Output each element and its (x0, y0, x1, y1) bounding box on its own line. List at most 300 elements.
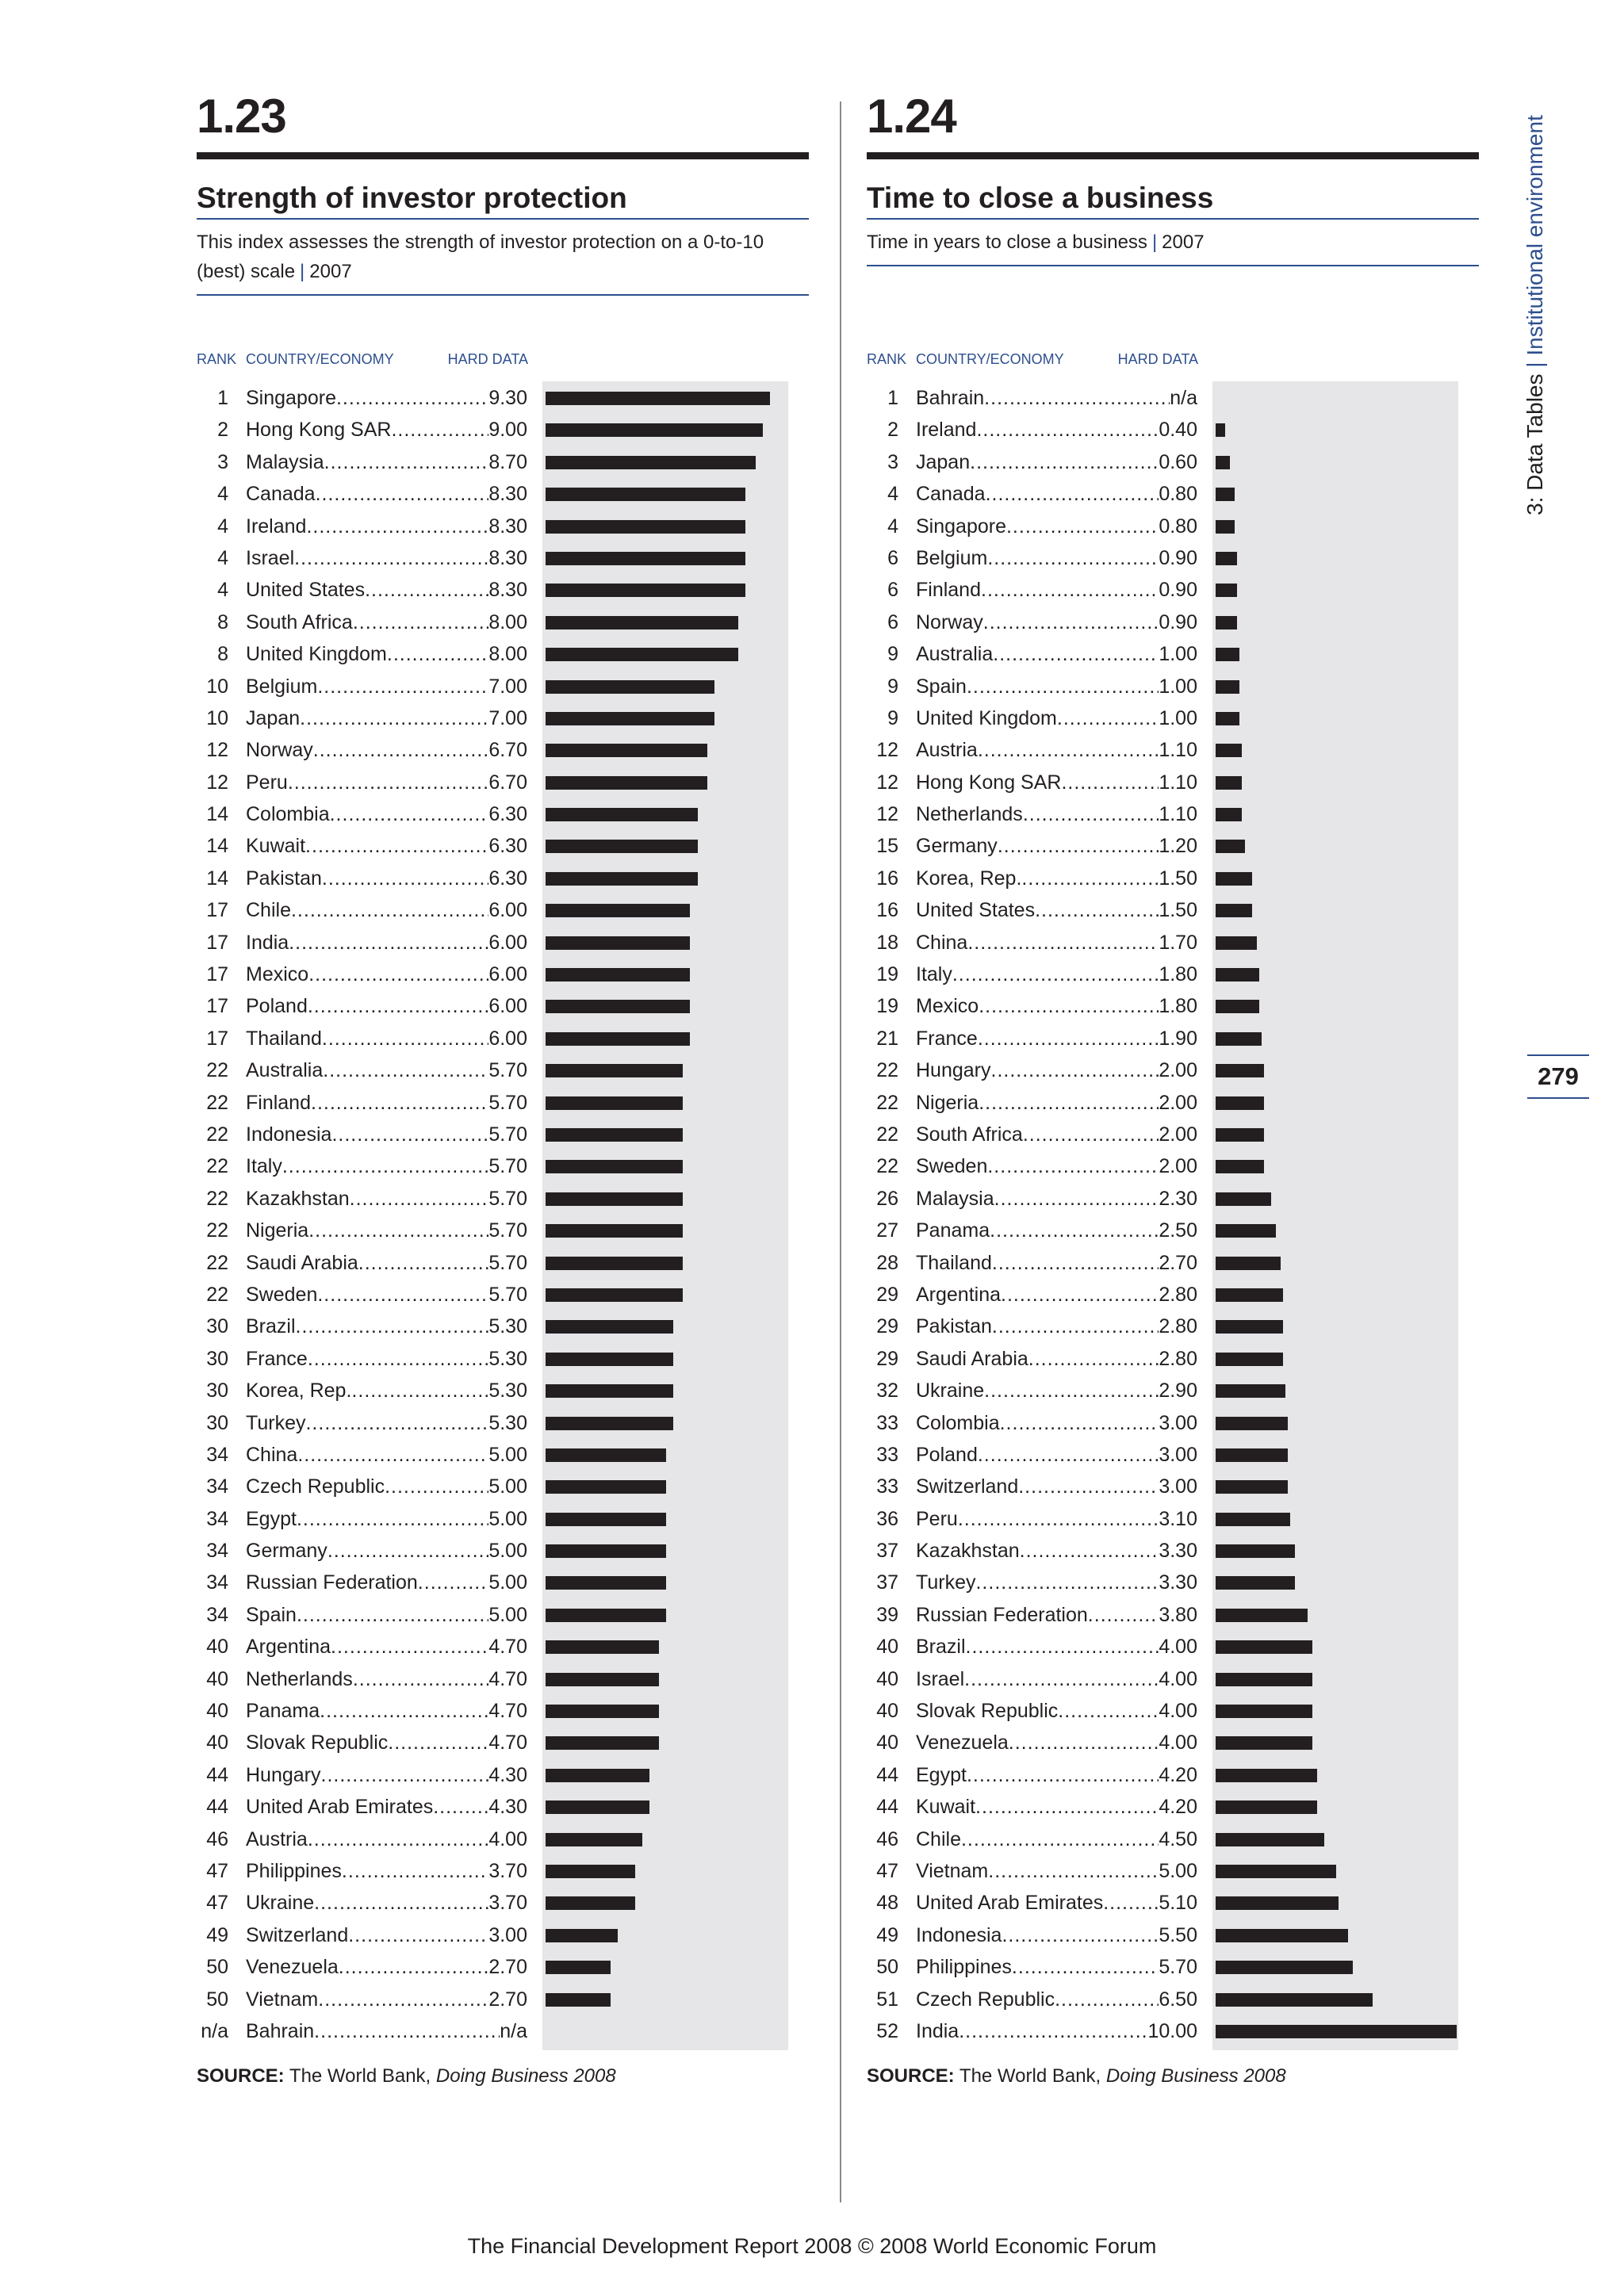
bar (1216, 1609, 1308, 1622)
bar (1216, 423, 1225, 437)
rank-cell: 17 (206, 1027, 228, 1050)
bar (1216, 1480, 1288, 1494)
table-row (867, 1823, 1479, 1854)
bar (1216, 1544, 1295, 1558)
value-label: 4.70 (488, 1667, 527, 1690)
country-name: Malaysia (916, 1187, 994, 1210)
country-cell (246, 483, 527, 506)
rank-cell: 29 (876, 1315, 898, 1338)
bar (546, 520, 745, 534)
country-name: Austria (916, 739, 978, 762)
bar (1216, 776, 1242, 790)
bar (546, 1160, 683, 1173)
table-row (867, 446, 1479, 477)
rank-cell: 48 (876, 1892, 898, 1915)
bar-chart (867, 381, 1479, 2046)
table-row (197, 1854, 809, 1886)
table-row (867, 670, 1479, 702)
table-row (867, 1246, 1479, 1278)
dot-leader (993, 643, 1159, 666)
country-name: Pakistan (246, 867, 322, 890)
value-label: 4.00 (1159, 1732, 1197, 1755)
table-row (197, 702, 809, 733)
rank-cell: 30 (206, 1347, 228, 1370)
bar (546, 1032, 690, 1046)
table-row (197, 1726, 809, 1758)
value-label: 5.30 (488, 1347, 527, 1370)
country-name: Thailand (916, 1251, 992, 1274)
table-row (197, 510, 809, 541)
rank-cell: 40 (876, 1732, 898, 1755)
country-cell (916, 1252, 1197, 1275)
description-rule-bottom (867, 265, 1479, 266)
table-row (867, 1950, 1479, 1982)
value-label: 1.50 (1159, 867, 1197, 890)
rank-cell: 22 (206, 1251, 228, 1274)
country-name: Saudi Arabia (246, 1251, 358, 1274)
country-name: United States (916, 899, 1036, 922)
country-name: China (246, 1443, 298, 1466)
dot-leader (1057, 707, 1159, 730)
bar (1216, 1000, 1259, 1013)
rank-cell: 22 (206, 1059, 228, 1082)
description-text: Time in years to close a business (867, 232, 1147, 253)
bar (546, 423, 763, 437)
rank-cell: 3 (887, 450, 898, 473)
value-label: 8.00 (488, 643, 527, 666)
dot-leader (311, 1092, 488, 1115)
table-row (867, 1054, 1479, 1085)
rank-cell: 30 (206, 1411, 228, 1434)
description-separator: | (1151, 232, 1158, 253)
rank-cell: 51 (876, 1988, 898, 2011)
rank-cell: 40 (206, 1667, 228, 1690)
value-label: 6.30 (488, 867, 527, 890)
header-hard-data: HARD DATA (447, 351, 528, 367)
bar (1216, 1064, 1264, 1077)
country-cell (916, 611, 1197, 634)
value-label: 2.70 (1159, 1251, 1197, 1274)
rank-cell: 14 (206, 867, 228, 890)
dot-leader (282, 1155, 488, 1178)
dot-leader (330, 803, 489, 826)
bar (546, 1417, 673, 1430)
rank-cell: 44 (206, 1763, 228, 1786)
country-cell (916, 1764, 1197, 1787)
value-label: 4.00 (1159, 1667, 1197, 1690)
country-name: Israel (246, 546, 295, 569)
country-name: Austria (246, 1827, 308, 1850)
value-label: 5.70 (488, 1251, 527, 1274)
country-cell (916, 2020, 1197, 2043)
dot-leader (322, 1027, 488, 1050)
table-row (867, 413, 1479, 445)
rank-cell: 4 (217, 546, 228, 569)
value-label: 1.00 (1159, 675, 1197, 698)
country-name: Finland (916, 579, 981, 602)
country-cell (916, 387, 1197, 410)
column-headers (867, 351, 1479, 370)
dot-leader (975, 1796, 1159, 1819)
rank-cell: 15 (876, 835, 898, 858)
country-cell (916, 643, 1197, 666)
dot-leader (336, 387, 488, 410)
description-text: This index assesses the strength of investor protection on a 0-to-10 (best) scale (197, 232, 764, 282)
header-rank: RANK (197, 351, 237, 367)
value-label: 6.30 (488, 835, 527, 858)
bar (546, 392, 770, 405)
dot-leader (991, 1059, 1159, 1082)
dot-leader (994, 1188, 1159, 1211)
country-name: Israel (916, 1667, 965, 1690)
bar (1216, 520, 1235, 534)
dot-leader (964, 1668, 1159, 1691)
table-description (197, 220, 809, 294)
value-label: 5.70 (488, 1187, 527, 1210)
country-name: Hungary (916, 1059, 991, 1082)
dot-leader (990, 1219, 1159, 1242)
country-cell (246, 707, 527, 730)
country-cell (916, 1348, 1197, 1371)
value-label: 3.00 (1159, 1475, 1197, 1498)
country-cell (246, 643, 527, 666)
bar (1216, 1929, 1348, 1942)
country-cell (916, 1956, 1197, 1979)
country-name: Brazil (246, 1315, 296, 1338)
table-row (197, 1246, 809, 1278)
bar (1216, 1224, 1276, 1238)
rank-cell: 4 (887, 483, 898, 506)
rank-cell: 22 (206, 1283, 228, 1306)
country-cell (916, 1988, 1197, 2011)
value-label: 2.70 (488, 1988, 527, 2011)
value-label: 3.70 (488, 1892, 527, 1915)
dot-leader (306, 515, 488, 538)
country-cell (246, 1508, 527, 1531)
country-cell (916, 1700, 1197, 1723)
dot-leader (1055, 1988, 1159, 2011)
country-name: Ukraine (246, 1892, 315, 1915)
country-cell (246, 387, 527, 410)
country-cell (916, 1668, 1197, 1691)
table-row (197, 1374, 809, 1406)
value-label: 8.30 (488, 483, 527, 506)
rank-cell: 33 (876, 1411, 898, 1434)
country-cell (246, 995, 527, 1018)
table-row (197, 1694, 809, 1726)
country-cell (246, 1252, 527, 1275)
country-cell (246, 1636, 527, 1659)
value-label: 2.00 (1159, 1059, 1197, 1082)
country-name: Hong Kong SAR (916, 771, 1062, 794)
dot-leader (288, 771, 489, 794)
value-label: 5.70 (488, 1123, 527, 1146)
country-cell (246, 1828, 527, 1851)
table-row (867, 1534, 1479, 1566)
bar (546, 744, 707, 757)
table-row (867, 1022, 1479, 1054)
bar (1216, 1513, 1290, 1526)
dot-leader (331, 1123, 488, 1146)
country-cell (916, 963, 1197, 986)
country-name: Korea, Rep. (246, 1380, 352, 1402)
dot-leader (348, 1924, 488, 1947)
value-label: 2.00 (1159, 1155, 1197, 1178)
bar (546, 1961, 611, 1974)
dot-leader (351, 1380, 488, 1402)
dot-leader (1103, 1892, 1159, 1915)
value-label: 5.30 (488, 1315, 527, 1338)
rank-cell: 19 (876, 963, 898, 986)
table-1-24 (867, 89, 1479, 2087)
country-name: Mexico (916, 995, 979, 1018)
table-row (867, 1502, 1479, 1534)
table-row (867, 1118, 1479, 1150)
value-label: 4.70 (488, 1636, 527, 1659)
table-row (197, 1438, 809, 1470)
rank-cell: 37 (876, 1540, 898, 1563)
country-name: France (916, 1027, 978, 1050)
table-row (867, 1663, 1479, 1694)
dot-leader (387, 643, 488, 666)
table-row (197, 862, 809, 894)
country-cell (916, 1860, 1197, 1883)
bar (1216, 648, 1239, 661)
country-cell (916, 1892, 1197, 1915)
value-label: n/a (1170, 387, 1197, 409)
country-name: Australia (246, 1059, 324, 1082)
bar (546, 1576, 666, 1590)
bar (1216, 1673, 1312, 1686)
dot-leader (433, 1796, 488, 1819)
country-name: Belgium (916, 546, 988, 569)
country-cell (246, 1796, 527, 1819)
country-cell (246, 1155, 527, 1178)
table-row (867, 989, 1479, 1021)
table-row (867, 1694, 1479, 1726)
table-number: 1.24 (867, 90, 956, 143)
country-name: Peru (916, 1507, 958, 1530)
rank-cell: 46 (206, 1827, 228, 1850)
country-cell (916, 1284, 1197, 1307)
table-row (867, 1182, 1479, 1214)
country-name: Brazil (916, 1636, 966, 1659)
value-label: 1.50 (1159, 899, 1197, 922)
country-name: Chile (246, 899, 291, 922)
rank-cell: 40 (206, 1700, 228, 1723)
rank-cell: 32 (876, 1380, 898, 1402)
country-name: Kazakhstan (916, 1540, 1020, 1563)
country-cell (246, 1668, 527, 1691)
dot-leader (987, 1155, 1159, 1178)
country-name: Pakistan (916, 1315, 992, 1338)
value-label: 4.50 (1159, 1827, 1197, 1850)
table-row (867, 477, 1479, 509)
table-row (197, 1406, 809, 1438)
country-name: Norway (246, 739, 313, 762)
country-name: Ireland (916, 419, 977, 442)
country-cell (916, 675, 1197, 698)
value-label: 1.10 (1159, 771, 1197, 794)
table-row (867, 958, 1479, 989)
country-cell (246, 963, 527, 986)
table-row (197, 798, 809, 829)
dot-leader (294, 547, 488, 570)
table-row (867, 637, 1479, 669)
bar (546, 1705, 659, 1718)
source-text: The World Bank, (959, 2065, 1101, 2087)
country-name: Hong Kong SAR (246, 419, 392, 442)
rank-cell: 1 (887, 387, 898, 409)
value-label: 2.80 (1159, 1315, 1197, 1338)
country-name: Venezuela (246, 1956, 339, 1979)
value-label: 8.70 (488, 450, 527, 473)
country-name: Vietnam (246, 1988, 319, 2011)
value-label: 3.30 (1159, 1571, 1197, 1594)
value-label: 1.10 (1159, 739, 1197, 762)
country-name: Egypt (916, 1763, 967, 1786)
country-cell (916, 483, 1197, 506)
rank-cell: 30 (206, 1315, 228, 1338)
dot-leader (1061, 771, 1159, 794)
rank-cell: 2 (887, 419, 898, 442)
value-label: 1.10 (1159, 803, 1197, 826)
rank-cell: 49 (876, 1923, 898, 1946)
country-cell (246, 1315, 527, 1338)
dot-leader (297, 1444, 488, 1467)
source-label: SOURCE: (197, 2065, 285, 2087)
value-label: 4.30 (488, 1763, 527, 1786)
dot-leader (1088, 1604, 1159, 1627)
rank-cell: 4 (217, 483, 228, 506)
country-cell (246, 899, 527, 922)
table-row (197, 989, 809, 1021)
rank-cell: 34 (206, 1603, 228, 1626)
dot-leader (320, 1700, 488, 1723)
value-label: 5.30 (488, 1411, 527, 1434)
bar (1216, 1800, 1317, 1814)
country-cell (916, 419, 1197, 442)
country-cell (246, 451, 527, 474)
value-label: 0.80 (1159, 515, 1197, 538)
value-label: 2.90 (1159, 1380, 1197, 1402)
bar (1216, 1320, 1283, 1334)
table-row (197, 1886, 809, 1918)
country-cell (246, 675, 527, 698)
country-cell (246, 1764, 527, 1787)
table-row (867, 1310, 1479, 1341)
rank-cell: 17 (206, 963, 228, 986)
table-row (197, 1182, 809, 1214)
rank-cell: 9 (887, 675, 898, 698)
country-cell (246, 611, 527, 634)
table-row (197, 606, 809, 637)
value-label: 3.30 (1159, 1540, 1197, 1563)
dot-leader (983, 611, 1159, 634)
country-name: United States (246, 579, 366, 602)
country-name: Indonesia (246, 1123, 332, 1146)
country-cell (246, 2020, 527, 2043)
rank-cell: 4 (217, 579, 228, 602)
country-name: Russian Federation (246, 1571, 418, 1594)
table-row (197, 958, 809, 989)
table-row (197, 1278, 809, 1310)
value-label: 6.00 (488, 963, 527, 986)
value-label: 4.00 (1159, 1636, 1197, 1659)
country-cell (916, 995, 1197, 1018)
bar (546, 1257, 683, 1270)
country-cell (916, 707, 1197, 730)
country-cell (246, 1284, 527, 1307)
rank-cell: 4 (217, 515, 228, 538)
dot-leader (1012, 1956, 1159, 1979)
rank-cell: 34 (206, 1475, 228, 1498)
country-name: Slovak Republic (246, 1732, 389, 1755)
bar (1216, 2025, 1457, 2038)
bar (546, 904, 690, 917)
country-cell (246, 1540, 527, 1563)
bar (1216, 1865, 1336, 1878)
table-row (867, 1758, 1479, 1790)
table-row (197, 733, 809, 765)
country-name: Sweden (916, 1155, 988, 1178)
bar (546, 616, 738, 629)
country-name: Singapore (916, 515, 1006, 538)
bar (1216, 840, 1245, 853)
country-cell (916, 515, 1197, 538)
rank-cell: 50 (206, 1988, 228, 2011)
table-row (867, 510, 1479, 541)
value-label: 1.90 (1159, 1027, 1197, 1050)
dot-leader (1020, 1540, 1159, 1563)
rank-cell: 50 (876, 1956, 898, 1979)
dot-leader (305, 1412, 488, 1435)
bar (1216, 1257, 1281, 1270)
country-name: South Africa (916, 1123, 1023, 1146)
bar (1216, 616, 1237, 629)
table-row (867, 894, 1479, 925)
country-cell (246, 771, 527, 794)
dot-leader (1058, 1700, 1159, 1723)
bar (546, 1865, 635, 1878)
rank-cell: 29 (876, 1347, 898, 1370)
country-cell (246, 1027, 527, 1050)
country-cell (246, 419, 527, 442)
dot-leader (970, 451, 1159, 474)
country-cell (916, 1604, 1197, 1627)
rank-cell: 6 (887, 546, 898, 569)
bar (1216, 1705, 1312, 1718)
bar (546, 1544, 666, 1558)
section-side-tab (1522, 71, 1554, 515)
country-cell (916, 1571, 1197, 1594)
title-rule (197, 152, 809, 159)
rank-cell: 30 (206, 1380, 228, 1402)
country-name: Argentina (246, 1636, 331, 1659)
source-label: SOURCE: (867, 2065, 955, 2087)
bar (546, 840, 698, 853)
bar (546, 1064, 683, 1077)
rank-cell: 3 (217, 450, 228, 473)
dot-leader (308, 1828, 489, 1851)
bar (1216, 1192, 1271, 1206)
bar (546, 584, 745, 597)
dot-leader (1028, 1348, 1159, 1371)
dot-leader (1002, 1924, 1159, 1947)
country-cell (246, 1732, 527, 1755)
country-name: Czech Republic (916, 1988, 1055, 2011)
country-name: Egypt (246, 1507, 297, 1530)
